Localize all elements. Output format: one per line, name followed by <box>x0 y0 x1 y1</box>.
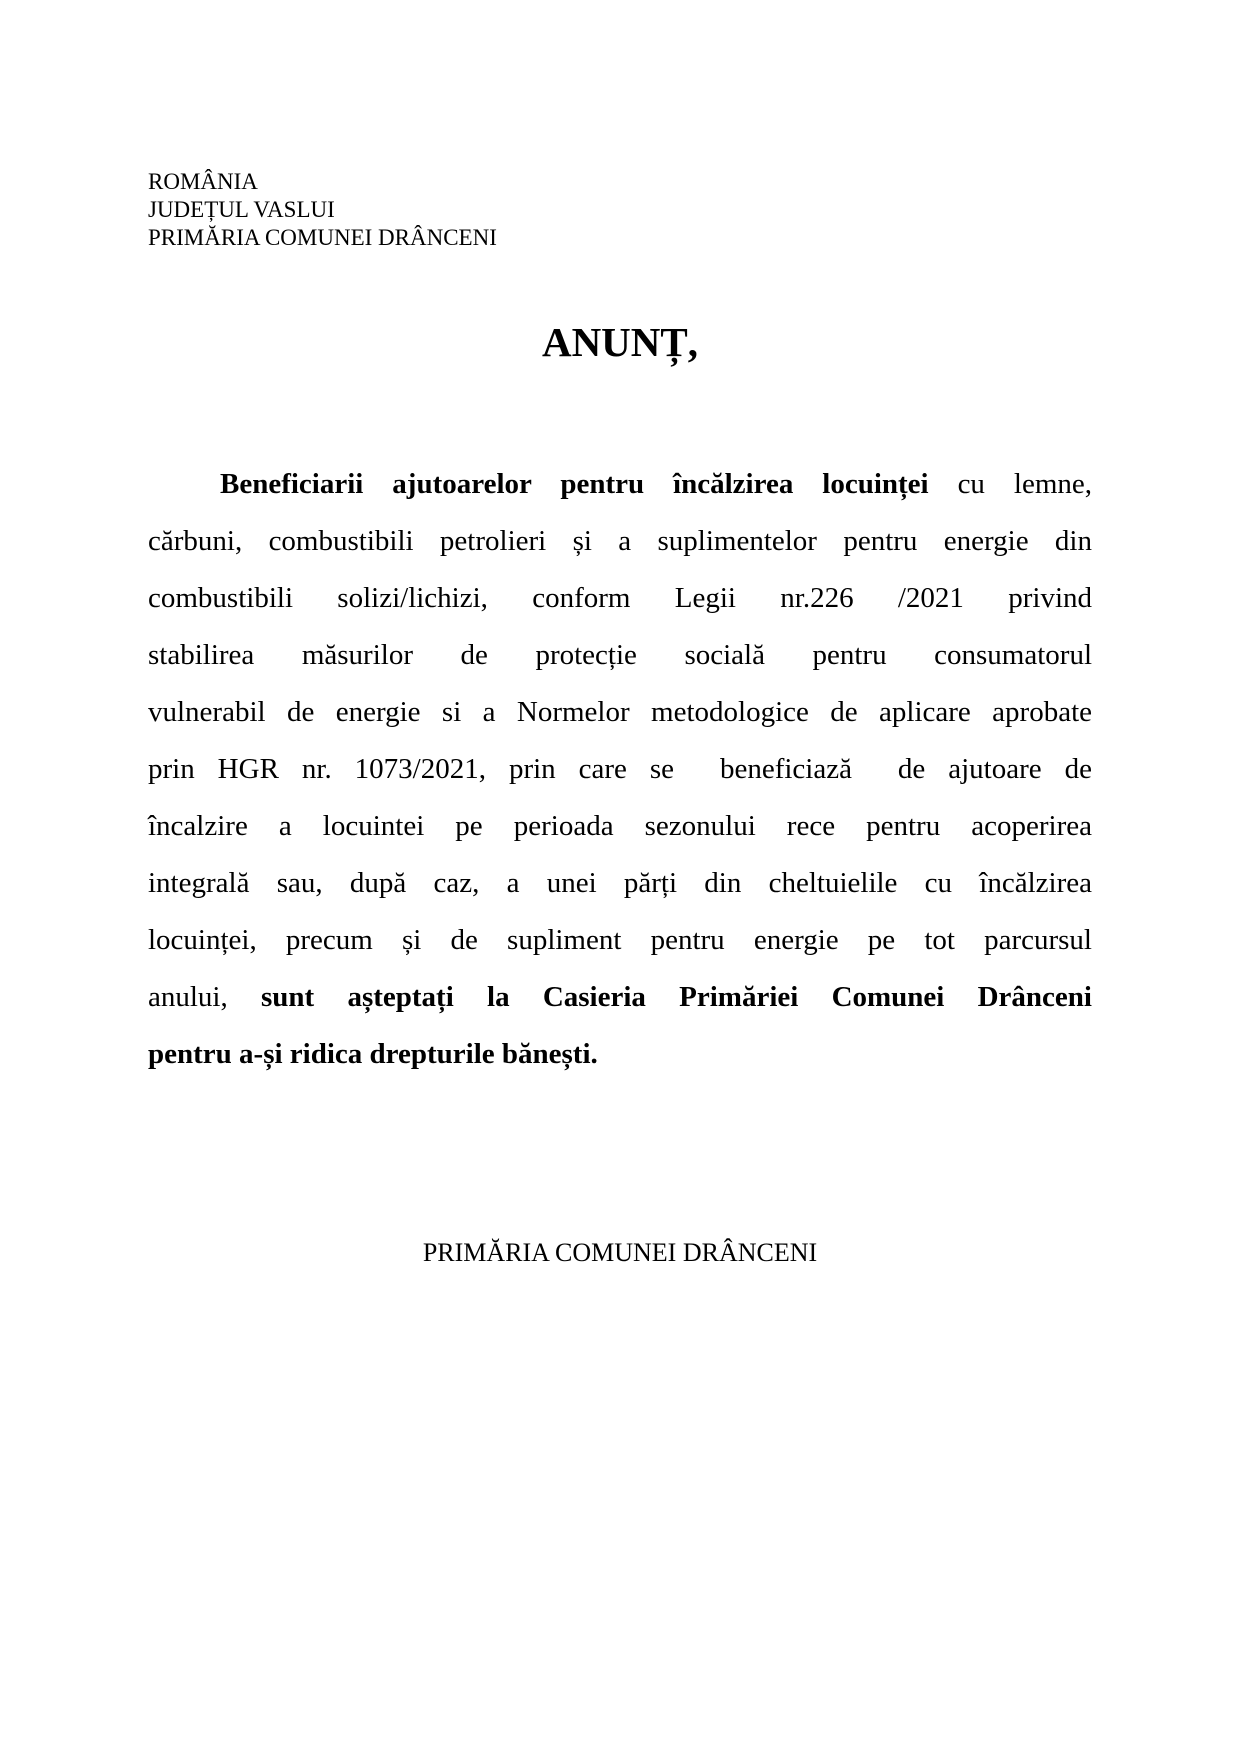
body-line-7-segment: încalzire a locuintei pe perioada sezonului rece pentru acoperirea <box>148 810 1092 842</box>
document-title: ANUNȚ, <box>541 319 699 365</box>
body-line-8 <box>148 855 1092 912</box>
body-line-5 <box>148 684 1092 741</box>
body-line-4 <box>148 627 1092 684</box>
body-line-6-segment: prin HGR nr. 1073/2021, prin care se beneficiază de ajutoare de <box>148 753 1092 785</box>
body-line-2-segment: cărbuni, combustibili petrolieri și a suplimentelor pentru energie din <box>148 525 1092 557</box>
body-line-1 <box>148 456 1092 513</box>
body-line-10 <box>148 969 1092 1026</box>
body-line-3-segment: combustibili solizi/lichizi, conform Legii nr.226 /2021 privind <box>148 582 1092 614</box>
letterhead-institution: PRIMĂRIA COMUNEI DRÂNCENI <box>148 225 497 250</box>
body-line-10-segment-regular: anului, <box>148 981 261 1013</box>
body-line-11 <box>148 1026 1092 1083</box>
body-line-11-segment: pentru a-și ridica drepturile bănești. <box>148 1038 598 1070</box>
announcement-paragraph <box>148 456 1092 1083</box>
body-line-1-segment-bold: Beneficiarii ajutoarelor pentru încălzirea locuinței <box>220 468 929 500</box>
letterhead-county: JUDEȚUL VASLUI <box>148 197 335 222</box>
body-line-1-segment-regular: cu lemne, <box>928 468 1092 500</box>
body-line-5-segment: vulnerabil de energie si a Normelor metodologice de aplicare aprobate <box>148 696 1092 728</box>
body-line-3 <box>148 570 1092 627</box>
body-line-7 <box>148 798 1092 855</box>
body-line-2 <box>148 513 1092 570</box>
letterhead-country: ROMÂNIA <box>148 169 258 194</box>
body-line-9 <box>148 912 1092 969</box>
body-line-4-segment: stabilirea măsurilor de protecție socială pentru consumatorul <box>148 639 1092 671</box>
letterhead <box>148 168 497 252</box>
body-line-10-segment-bold: sunt așteptați la Casieria Primăriei Comunei Drânceni <box>261 981 1092 1013</box>
body-line-6 <box>148 741 1092 798</box>
signature-line: PRIMĂRIA COMUNEI DRÂNCENI <box>422 1238 818 1267</box>
body-line-8-segment: integrală sau, după caz, a unei părți din cheltuielile cu încălzirea <box>148 867 1092 899</box>
body-line-9-segment: locuinței, precum și de supliment pentru energie pe tot parcursul <box>148 924 1092 956</box>
